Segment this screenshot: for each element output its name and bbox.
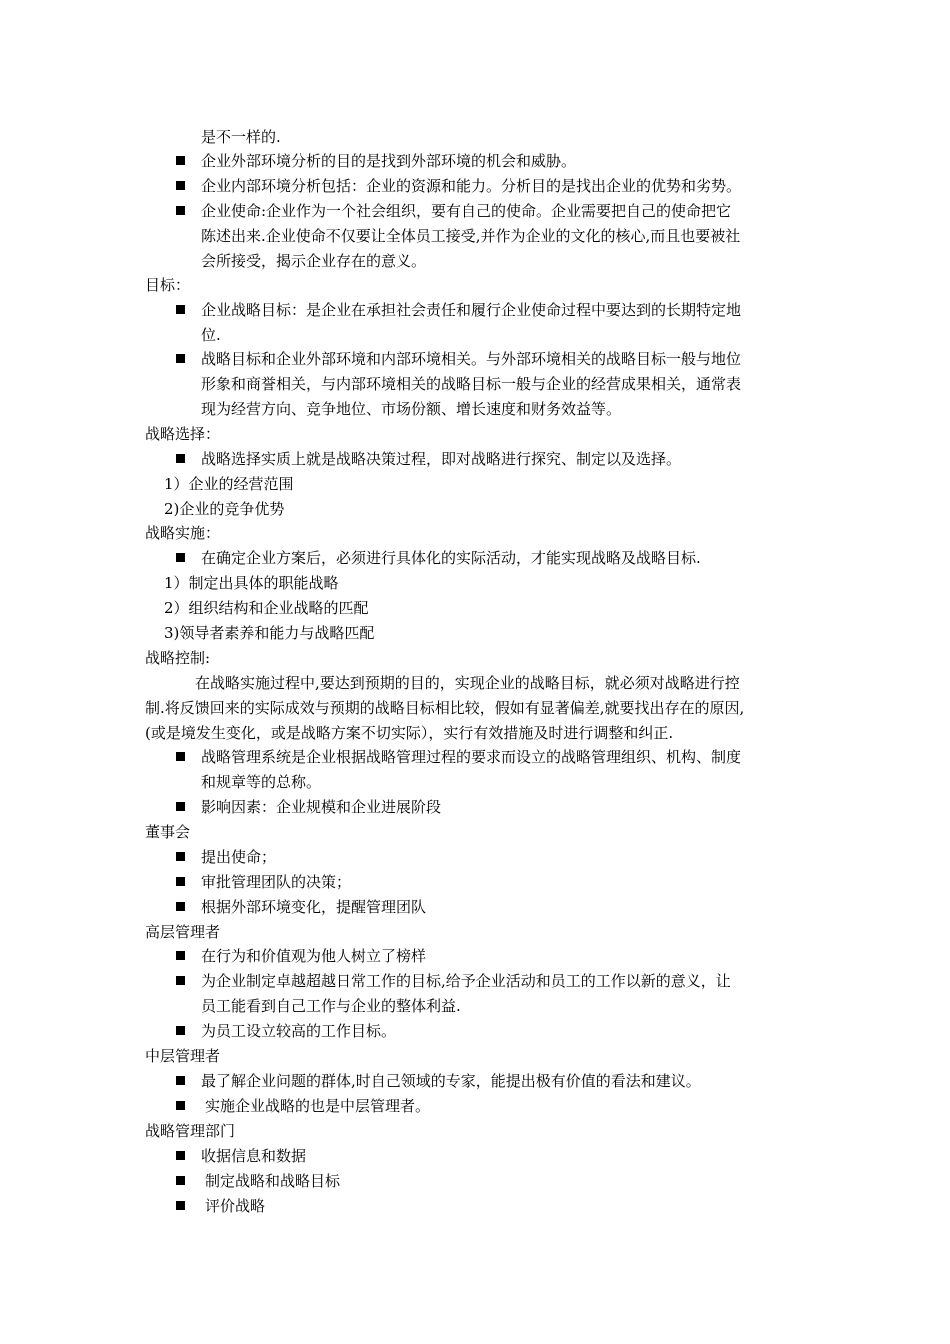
numbered-item: 1）制定出具体的职能战略 <box>164 574 339 592</box>
bullet-text: 现为经营方向、竞争地位、市场份额、增长速度和财务效益等。 <box>201 400 622 418</box>
bullet-text: 审批管理团队的决策； <box>201 873 352 891</box>
bullet-text: 企业战略目标：是企业在承担社会责任和履行企业使命过程中要达到的长期特定地 <box>201 301 742 319</box>
bullet-marker <box>176 951 185 960</box>
paragraph-line: (或是境发生变化，或是战略方案不切实际），实行有效措施及时进行调整和纠正. <box>145 724 674 742</box>
bullet-text: 在确定企业方案后，必须进行具体化的实际活动，才能实现战略及战略目标. <box>201 549 701 567</box>
section-heading-middle: 中层管理者 <box>145 1047 221 1065</box>
bullet-marker <box>176 802 185 811</box>
paragraph-line: 制.将反馈回来的实际成效与预期的战略目标相比较，假如有显著偏差,就要找出存在的原因, <box>145 699 745 717</box>
bullet-text: 陈述出来.企业使命不仅要让全体员工接受,并作为企业的文化的核心,而且也要被社 <box>201 227 741 245</box>
bullet-marker <box>176 454 185 463</box>
numbered-item: 1）企业的经营范围 <box>164 475 294 493</box>
bullet-text: 影响因素：企业规模和企业进展阶段 <box>201 798 442 816</box>
bullet-text: 为企业制定卓越超越日常工作的目标,给予企业活动和员工的工作以新的意义，让 <box>201 972 731 990</box>
bullet-text: 收据信息和数据 <box>201 1147 307 1165</box>
bullet-marker <box>176 553 185 562</box>
bullet-text: 评价战略 <box>205 1197 266 1215</box>
bullet-text: 为员工设立较高的工作目标。 <box>201 1022 397 1040</box>
bullet-text: 企业外部环境分析的目的是找到外部环境的机会和威胁。 <box>201 152 577 170</box>
section-heading-choice: 战略选择： <box>145 425 221 443</box>
bullet-marker <box>176 305 185 314</box>
bullet-text: 战略目标和企业外部环境和内部环境相关。与外部环境相关的战略目标一般与地位 <box>201 350 742 368</box>
numbered-item: 2)企业的竞争优势 <box>164 500 285 518</box>
bullet-marker <box>176 1201 185 1210</box>
bullet-marker <box>176 1176 185 1185</box>
text-line: 是不一样的. <box>201 128 281 146</box>
bullet-text: 形象和商誉相关，与内部环境相关的战略目标一般与企业的经营成果相关，通常表 <box>201 375 742 393</box>
bullet-text: 位. <box>201 326 221 344</box>
bullet-marker <box>176 1101 185 1110</box>
bullet-marker <box>176 1026 185 1035</box>
bullet-text: 根据外部环境变化，提醒管理团队 <box>201 898 427 916</box>
bullet-text: 会所接受，揭示企业存在的意义。 <box>201 252 427 270</box>
section-heading-board: 董事会 <box>145 823 191 841</box>
section-heading-department: 战略管理部门 <box>145 1122 236 1140</box>
bullet-text: 企业使命:企业作为一个社会组织，要有自己的使命。企业需要把自己的使命把它 <box>201 202 732 220</box>
section-heading-control: 战略控制: <box>145 649 211 667</box>
bullet-marker <box>176 976 185 985</box>
bullet-text: 战略选择实质上就是战略决策过程，即对战略进行探究、制定以及选择。 <box>201 450 682 468</box>
section-heading-goal: 目标： <box>145 276 191 294</box>
bullet-text: 实施企业战略的也是中层管理者。 <box>205 1097 431 1115</box>
bullet-marker <box>176 877 185 886</box>
section-heading-implementation: 战略实施： <box>145 524 221 542</box>
bullet-text: 制定战略和战略目标 <box>205 1172 341 1190</box>
bullet-marker <box>176 181 185 190</box>
bullet-marker <box>176 1076 185 1085</box>
bullet-text: 企业内部环境分析包括：企业的资源和能力。分析目的是找出企业的优势和劣势。 <box>201 177 742 195</box>
bullet-marker <box>176 1151 185 1160</box>
bullet-marker <box>176 156 185 165</box>
section-heading-senior: 高层管理者 <box>145 923 221 941</box>
bullet-marker <box>176 354 185 363</box>
numbered-item: 3)领导者素养和能力与战略匹配 <box>164 624 375 642</box>
bullet-marker <box>176 852 185 861</box>
bullet-marker <box>176 752 185 761</box>
bullet-text: 战略管理系统是企业根据战略管理过程的要求而设立的战略管理组织、机构、制度 <box>201 748 742 766</box>
bullet-text: 在行为和价值观为他人树立了榜样 <box>201 947 427 965</box>
paragraph-line: 在战略实施过程中,要达到预期的目的，实现企业的战略目标，就必须对战略进行控 <box>195 674 740 692</box>
bullet-marker <box>176 902 185 911</box>
bullet-text: 和规章等的总称。 <box>201 773 322 791</box>
bullet-text: 员工能看到自己工作与企业的整体利益. <box>201 997 461 1015</box>
bullet-text: 最了解企业问题的群体,时自己领域的专家，能提出极有价值的看法和建议。 <box>201 1072 701 1090</box>
numbered-item: 2）组织结构和企业战略的匹配 <box>164 599 369 617</box>
bullet-text: 提出使命； <box>201 848 277 866</box>
bullet-marker <box>176 206 185 215</box>
